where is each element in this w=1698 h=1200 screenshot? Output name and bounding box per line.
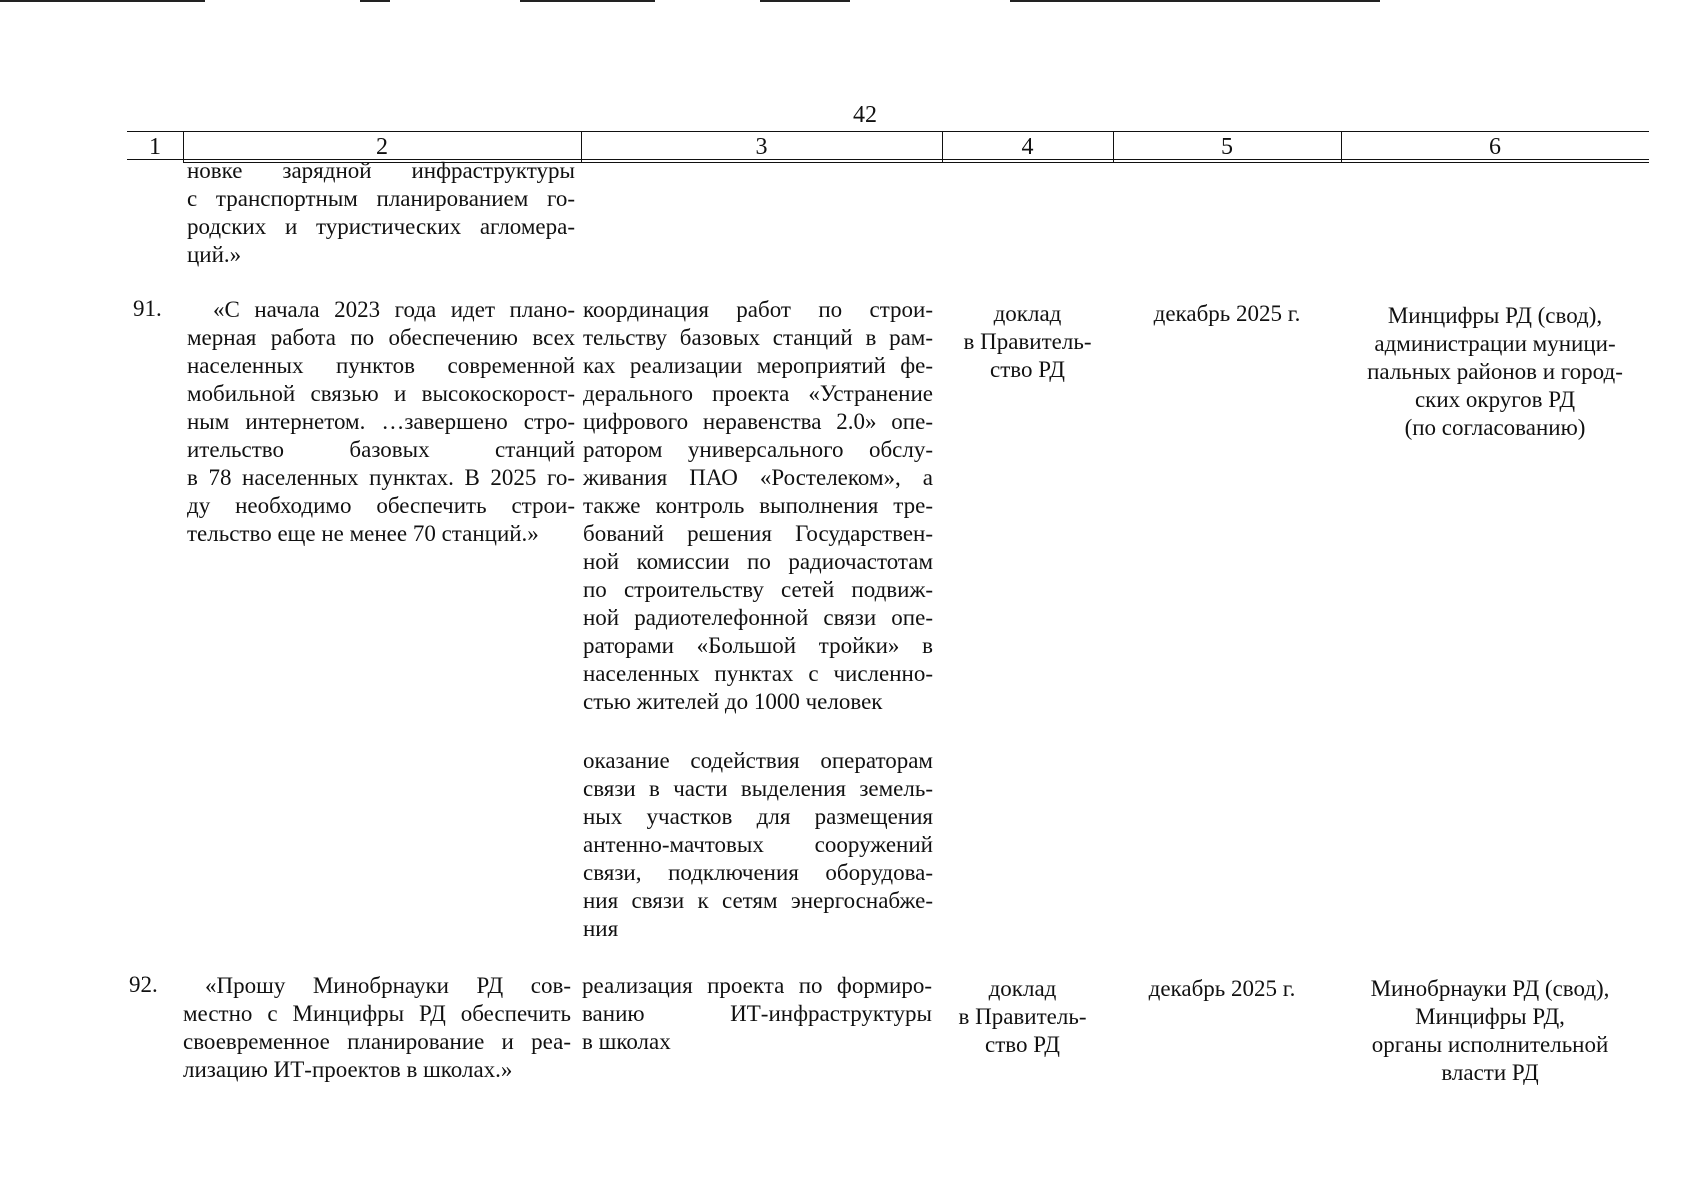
text-line: декабрь 2025 г. — [1148, 976, 1296, 1001]
row-number: 91. — [133, 296, 162, 321]
text-line: доклад — [988, 976, 1057, 1001]
text-line: ках реализации мероприятий фе- — [583, 353, 933, 378]
row-92-col4 — [940, 975, 1105, 1059]
text-line: ванию ИТ-инфраструктуры — [582, 1001, 932, 1026]
text-line: ительство базовых станций — [187, 437, 575, 462]
row-91-col5 — [1116, 300, 1338, 328]
text-line: местно с Минцифры РД обеспечить — [183, 1001, 571, 1026]
row-91-col6 — [1343, 302, 1647, 442]
text-line: «Прошу Минобрнауки РД сов- — [205, 973, 571, 998]
text-line: новке зарядной инфраструктуры — [187, 158, 575, 183]
text-line: ной радиотелефонной связи опе- — [583, 605, 933, 630]
text-line: «С начала 2023 года идет плано- — [213, 297, 575, 322]
header-col-1: 1 — [149, 134, 161, 160]
text-line: своевременное планирование и реа- — [183, 1029, 571, 1054]
text-line: (по согласованию) — [1404, 415, 1586, 440]
text-line: мерная работа по обеспечению всех — [187, 325, 575, 350]
text-line: пальных районов и город- — [1367, 359, 1623, 384]
row-92-col6 — [1338, 975, 1642, 1087]
text-line: бований решения Государствен- — [583, 521, 933, 546]
text-line: власти РД — [1441, 1060, 1539, 1085]
text-line: администрации муници- — [1374, 331, 1616, 356]
text-line: стью жителей до 1000 человек — [583, 689, 883, 714]
text-line: ния — [583, 916, 619, 941]
text-line: связи в части выделения земель- — [583, 776, 933, 801]
text-line: Минцифры РД (свод), — [1387, 303, 1603, 328]
row-91-col2 — [187, 296, 575, 548]
row-91-col3-second — [583, 747, 933, 943]
text-line: тельству базовых станций в рам- — [583, 325, 933, 350]
text-line: также контроль выполнения тре- — [583, 493, 933, 518]
row-92-col2 — [183, 972, 571, 1084]
text-line: ских округов РД — [1414, 387, 1576, 412]
scan-edge-mark — [1010, 0, 1380, 2]
page-number: 42 — [853, 102, 877, 128]
text-line: Минобрнауки РД (свод), — [1370, 976, 1610, 1001]
row-91-col4 — [945, 300, 1110, 384]
scan-edge-mark — [520, 0, 655, 2]
text-line: в школах — [582, 1029, 671, 1054]
text-line: по строительству сетей подвиж- — [583, 577, 933, 602]
text-line: лизацию ИТ-проектов в школах.» — [183, 1057, 513, 1082]
text-line: живания ПАО «Ростелеком», а — [583, 465, 933, 490]
text-line: раторами «Большой тройки» в — [583, 633, 933, 658]
row-91-col3 — [583, 296, 933, 716]
text-line: с транспортным планированием го- — [187, 186, 575, 211]
row-number: 92. — [129, 972, 158, 997]
text-line: населенных пунктов современной — [187, 353, 575, 378]
text-line: ций.» — [187, 242, 242, 267]
header-col-4: 4 — [1021, 134, 1034, 160]
text-line: ной комиссии по радиочастотам — [583, 549, 933, 574]
text-line: мобильной связью и высокоскорост- — [187, 381, 575, 406]
row-92-col5 — [1111, 975, 1333, 1003]
text-line: антенно-мачтовых сооружений — [583, 832, 933, 857]
text-line: органы исполнительной — [1371, 1032, 1609, 1057]
text-line: ния связи к сетям энергоснабже- — [583, 888, 933, 913]
text-line: Минцифры РД, — [1415, 1004, 1565, 1029]
text-line: ду необходимо обеспечить строи- — [187, 493, 575, 518]
scan-edge-mark — [360, 0, 390, 2]
text-line: в 78 населенных пунктах. В 2025 го- — [187, 465, 575, 490]
header-top-border — [127, 131, 1649, 132]
text-line: ных участков для размещения — [583, 804, 933, 829]
text-line: родских и туристических агломера- — [187, 214, 575, 239]
text-line: связи, подключения оборудова- — [583, 860, 933, 885]
text-line: декабрь 2025 г. — [1153, 301, 1301, 326]
text-line: населенных пунктах с численно- — [583, 661, 933, 686]
text-line: в Правитель- — [958, 1004, 1087, 1029]
text-line: ство РД — [985, 1032, 1060, 1057]
scan-edge-mark — [760, 0, 850, 2]
text-line: оказание содействия операторам — [583, 748, 933, 773]
header-col-3: 3 — [755, 134, 768, 160]
header-col-6: 6 — [1489, 134, 1501, 160]
header-col-5: 5 — [1221, 134, 1233, 160]
text-line: дерального проекта «Устранение — [583, 381, 933, 406]
row-continuation-col2 — [187, 157, 575, 269]
text-line: тельство еще не менее 70 станций.» — [187, 521, 539, 546]
text-line: ство РД — [990, 357, 1065, 382]
text-line: ратором универсального обслу- — [583, 437, 933, 462]
header-col-2: 2 — [376, 134, 388, 160]
text-line: в Правитель- — [963, 329, 1092, 354]
scan-edge-mark — [0, 0, 205, 2]
text-line: доклад — [993, 301, 1062, 326]
text-line: цифрового неравенства 2.0» опе- — [583, 409, 933, 434]
text-line: ным интернетом. …завершено стро- — [187, 409, 575, 434]
text-line: координация работ по строи- — [583, 297, 933, 322]
row-92-col3 — [582, 972, 932, 1056]
text-line: реализация проекта по формиро- — [582, 973, 932, 998]
